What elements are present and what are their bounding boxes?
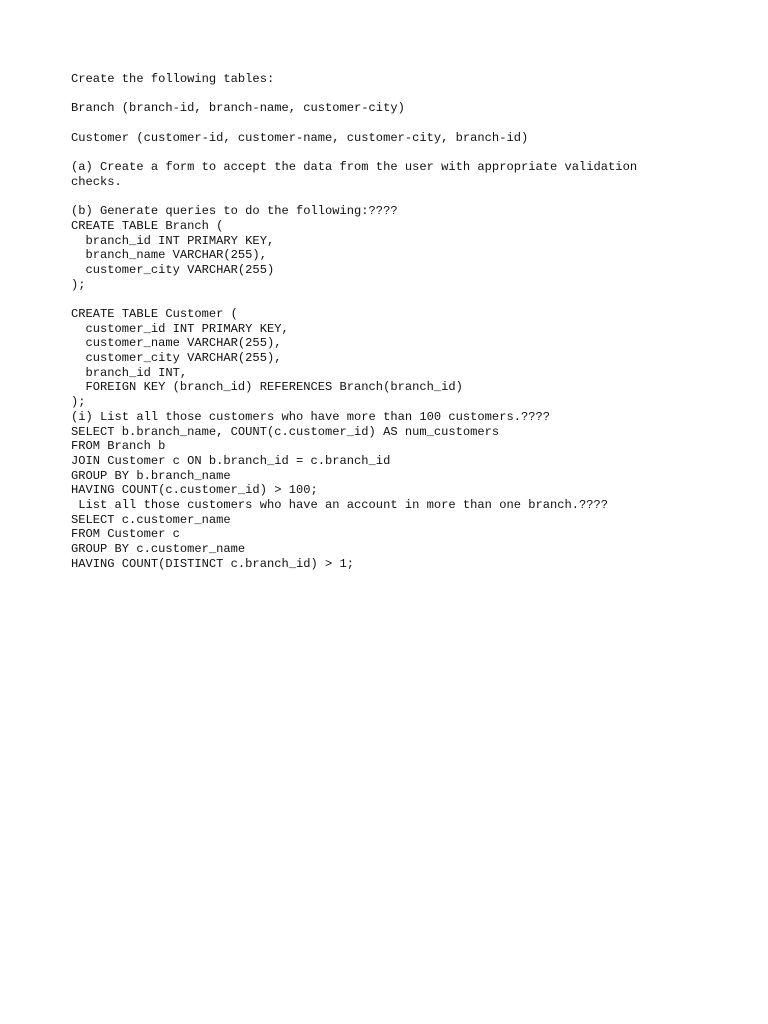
text-line: Create the following tables: [71,72,275,86]
code-line: branch_id INT PRIMARY KEY, [71,233,275,248]
code-line: JOIN Customer c ON b.branch_id = c.branch_id [71,453,391,468]
blank-line [71,87,751,102]
blank-line [71,145,751,160]
code-line: customer_name VARCHAR(255), [71,336,282,351]
code-line: customer_city VARCHAR(255) [71,262,275,277]
blank-line [71,292,751,307]
blank-line [71,116,751,131]
code-line: SELECT b.branch_name, COUNT(c.customer_id) AS num_customers [71,424,500,439]
code-line: ); [71,277,86,292]
text-line: (i) List all those customers who have more than 100 customers.???? [71,409,550,424]
code-line: HAVING COUNT(DISTINCT c.branch_id) > 1; [71,556,355,571]
code-line: branch_id INT, [71,365,188,380]
code-line: customer_city VARCHAR(255), [71,351,282,366]
code-line: CREATE TABLE Customer ( [71,307,238,321]
blank-line [71,190,751,205]
text-line: checks. [71,174,122,189]
code-line: FROM Branch b [71,439,166,454]
text-line: Customer (customer-id, customer-name, customer-city, branch-id) [71,130,529,145]
code-line: HAVING COUNT(c.customer_id) > 100; [71,483,318,498]
code-line: GROUP BY c.customer_name [71,542,246,556]
document-body [71,72,751,571]
code-line: ); [71,395,86,410]
code-line: GROUP BY b.branch_name [71,468,231,483]
text-line: List all those customers who have an account in more than one branch.???? [71,497,609,512]
text-line: (a) Create a form to accept the data from the user with appropriate validation [71,160,638,175]
text-line: Branch (branch-id, branch-name, customer-city) [71,101,405,116]
code-line: CREATE TABLE Branch ( [71,218,224,233]
code-line: branch_name VARCHAR(255), [71,248,267,263]
code-line: FROM Customer c [71,527,180,542]
code-line: FOREIGN KEY (branch_id) REFERENCES Branch(branch_id) [71,380,463,395]
text-line: (b) Generate queries to do the following:???? [71,204,398,219]
code-line: SELECT c.customer_name [71,512,231,527]
code-line: customer_id INT PRIMARY KEY, [71,321,289,336]
